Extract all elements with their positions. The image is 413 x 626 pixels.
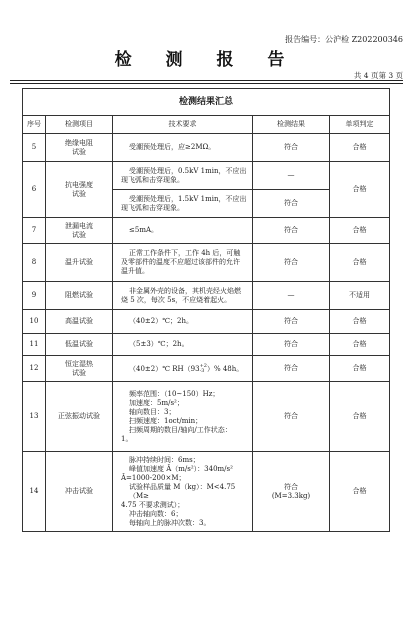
table-row xyxy=(23,310,390,334)
row-no: 14 xyxy=(23,452,46,532)
row-verdict: 合格 xyxy=(330,310,390,334)
row-item: 恒定湿热 试验 xyxy=(46,356,113,382)
row-requirement: 脉冲持续时间：6ms； 峰值加速度 Â（m/s²）：340m/s² Â=1000-200×M； 试验样品质量 M（kg）：M<4.75（M≥ 4.75 不要求测试）； 冲击轴向数：6； 每轴向上的脉冲次数：3。 xyxy=(113,452,253,532)
row-item: 抗电强度 试验 xyxy=(46,162,113,218)
row-result: 符合 xyxy=(253,310,330,334)
row-requirement: （40±2）℃ RH（93 +2 -3 ）% 48h。 xyxy=(113,356,253,382)
row-verdict: 合格 xyxy=(330,218,390,244)
table-row xyxy=(23,162,390,190)
row-verdict: 不适用 xyxy=(330,282,390,310)
header-result: 检测结果 xyxy=(253,116,330,134)
results-table xyxy=(22,88,390,532)
row-no: 8 xyxy=(23,244,46,282)
table-caption: 检测结果汇总 xyxy=(23,89,390,116)
row-requirement: 受潮预处理后，应≥2MΩ。 xyxy=(113,134,253,162)
row-requirement: 受潮预处理后，0.5kV 1min，不应出 现飞弧和击穿现象。 xyxy=(113,162,253,190)
row-verdict: 合格 xyxy=(330,244,390,282)
row-no: 12 xyxy=(23,356,46,382)
row-requirement: （40±2）℃；2h。 xyxy=(113,310,253,334)
table-row xyxy=(23,334,390,356)
row-verdict: 合格 xyxy=(330,162,390,218)
row-item: 正弦振动试验 xyxy=(46,382,113,452)
row-result: 符合 xyxy=(253,356,330,382)
report-title: 检 测 报 告 xyxy=(114,50,299,70)
row-result: 符合 (M=3.3kg) xyxy=(253,452,330,532)
row-result: 符合 xyxy=(253,190,330,218)
header-rule-thin xyxy=(10,83,403,84)
row-item: 泄漏电流 试验 xyxy=(46,218,113,244)
report-number: 报告编号：公沪检 Z202200346 xyxy=(285,35,403,44)
row-requirement: （5±3）℃；2h。 xyxy=(113,334,253,356)
row-no: 6 xyxy=(23,162,46,218)
row-requirement: ≤5mA。 xyxy=(113,218,253,244)
header-no: 序号 xyxy=(23,116,46,134)
row-item: 冲击试验 xyxy=(46,452,113,532)
row-item: 低温试验 xyxy=(46,334,113,356)
row-no: 11 xyxy=(23,334,46,356)
header-item: 检测项目 xyxy=(46,116,113,134)
row-no: 7 xyxy=(23,218,46,244)
row-item: 温升试验 xyxy=(46,244,113,282)
row-requirement: 受潮预处理后，1.5kV 1min，不应出 现飞弧和击穿现象。 xyxy=(113,190,253,218)
table-row xyxy=(23,244,390,282)
row-no: 10 xyxy=(23,310,46,334)
table-row xyxy=(23,382,390,452)
row-item: 阻燃试验 xyxy=(46,282,113,310)
row-requirement: 频率范围：（10~150）Hz； 加速度：5m/s²； 轴向数目：3； 扫频速度：1oct/min； 扫频周期的数目/轴向/工作状态： 1。 xyxy=(113,382,253,452)
table-row xyxy=(23,452,390,532)
table-row xyxy=(23,282,390,310)
row-item: 绝缘电阻 试验 xyxy=(46,134,113,162)
row-result: 符合 xyxy=(253,244,330,282)
table-row xyxy=(23,134,390,162)
table-row xyxy=(23,218,390,244)
row-verdict: 合格 xyxy=(330,356,390,382)
row-no: 5 xyxy=(23,134,46,162)
row-result: 符合 xyxy=(253,334,330,356)
row-result: — xyxy=(253,282,330,310)
row-result: 符合 xyxy=(253,382,330,452)
table-header-row xyxy=(23,116,390,134)
row-requirement: 非金属外壳的设备，其机壳经火焰燃 烧 5 次，每次 5s，不应烧着起火。 xyxy=(113,282,253,310)
row-verdict: 合格 xyxy=(330,382,390,452)
table-row xyxy=(23,356,390,382)
row-no: 9 xyxy=(23,282,46,310)
row-result: 符合 xyxy=(253,218,330,244)
row-verdict: 合格 xyxy=(330,452,390,532)
row-no: 13 xyxy=(23,382,46,452)
row-result: 符合 xyxy=(253,134,330,162)
header-verdict: 单项判定 xyxy=(330,116,390,134)
row-item: 高温试验 xyxy=(46,310,113,334)
row-verdict: 合格 xyxy=(330,134,390,162)
header-requirement: 技术要求 xyxy=(113,116,253,134)
row-result: — xyxy=(253,162,330,190)
page-info: 共 4 页第 3 页 xyxy=(353,71,403,80)
header-rule-thick xyxy=(10,80,403,81)
row-verdict: 合格 xyxy=(330,334,390,356)
row-requirement: 正常工作条件下，工作 4h 后，可触 及零部件的温度不应超过该部件的允许 温升值。 xyxy=(113,244,253,282)
